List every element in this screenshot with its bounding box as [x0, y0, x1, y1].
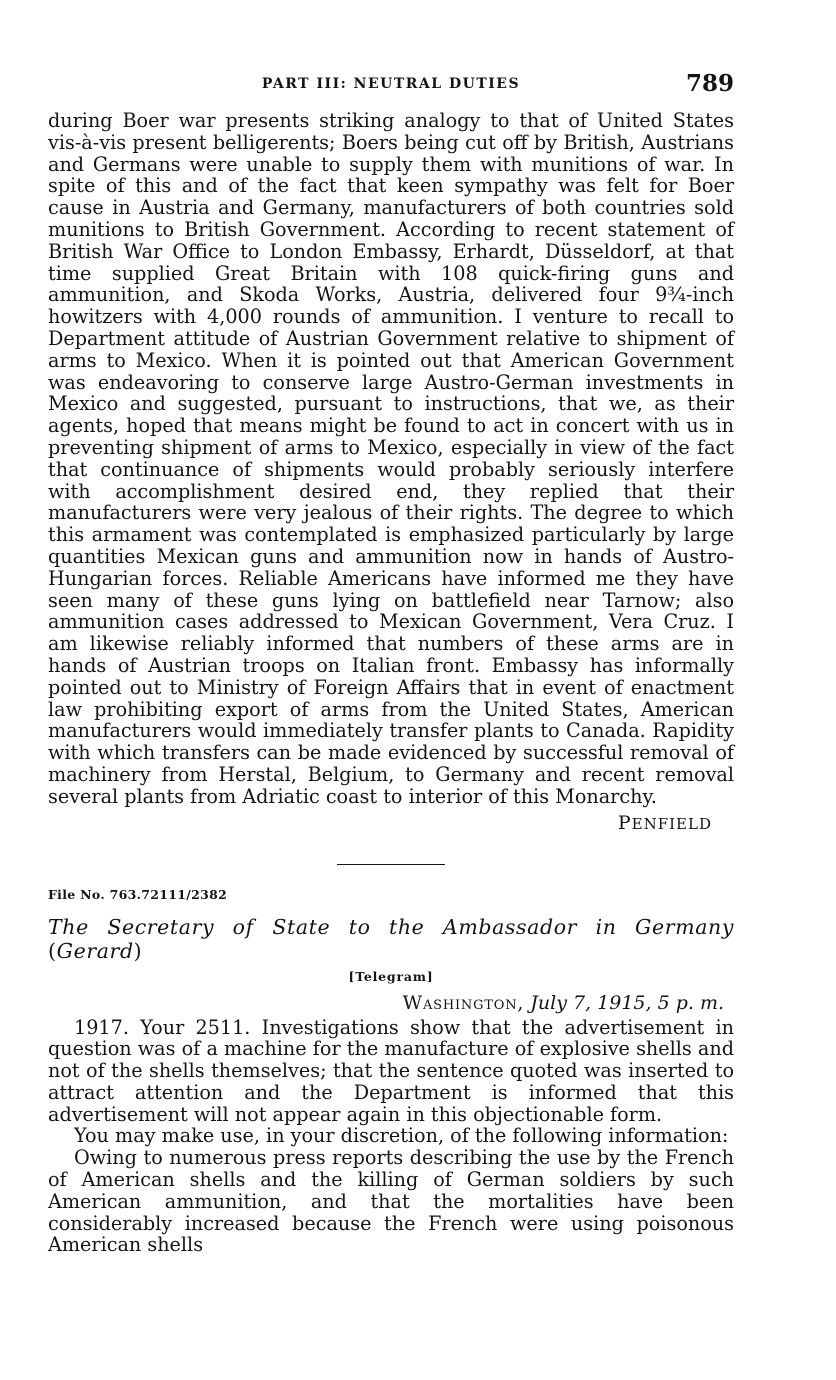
signature-initial: P: [617, 811, 632, 834]
telegram-label: [Telegram]: [348, 968, 434, 984]
telegram-body: [48, 1017, 734, 1257]
paragraph: Owing to numerous press reports describing the use by the French of American shells and the killing of German soldiers by such American ammunition, and that the mortalities have been considerably increased because the French were using poisonous American shells: [48, 1146, 734, 1257]
dateline-place: Washington,: [402, 991, 525, 1014]
title-close-paren: ): [133, 938, 143, 963]
title-open-paren: (: [48, 938, 57, 963]
signature-rest: ENFIELD: [631, 814, 712, 833]
page-number: 789: [685, 70, 734, 97]
dateline: [48, 992, 734, 1014]
paragraph: 1917. Your 2511. Investigations show that the advertisement in question was of a machine for the manufacture of explosive shells and not of the shells themselves; that the sentence quoted was inserted to attract attention and the Department is informed that this advertisement will not appear again in this objectionable form.: [48, 1015, 734, 1126]
signature: [48, 812, 734, 834]
title-name: Gerard: [56, 938, 134, 963]
file-number: File No. 763.72111/2382: [48, 886, 228, 902]
document-title: [48, 915, 734, 963]
continuation-text: [48, 110, 734, 808]
paragraph: You may make use, in your discretion, of the following information:: [74, 1124, 729, 1148]
continuation-paragraph: during Boer war presents striking analogy to that of United States vis-à-vis present belligerents; Boers being cut off by British, Austrians and Germans were unable to supply them with munitions of war. In spite of this and of the fact that keen sympathy was felt for Boer cause in Austria and Germany, manufacturers of both countries sold munitions to British Government. According to recent statement of British War Office to London Embassy, Erhardt, Düsseldorf, at that time supplied Great Britain with 108 quick-firing guns and ammunition, and Skoda Works, Austria, delivered four 9¾-inch howitzers with 4,000 rounds of ammunition. I venture to recall to Department attitude of Austrian Government relative to shipment of arms to Mexico. When it is pointed out that American Government was endeavoring to conserve large Austro-German investments in Mexico and suggested, pursuant to instructions, that we, as their agents, hoped that means might be found to act in concert with us in preventing shipment of arms to Mexico, especially in view of the fact that continuance of shipments would probably seriously interfere with accomplishment desired end, they replied that their manufacturers were very jealous of their rights. The degree to which this armament was contemplated is emphasized particularly by large quantities Mexican guns and ammunition now in hands of Austro-Hungarian forces. Reliable Americans have informed me they have seen many of these guns lying on battlefield near Tarnow; also ammunition cases addressed to Mexican Government, Vera Cruz. I am likewise reliably informed that numbers of these arms are in hands of Austrian troops on Italian front. Embassy has informally pointed out to Ministry of Foreign Affairs that in event of enactment law prohibiting export of arms from the United States, American manufacturers would immediately transfer plants to Canada. Rapidity with which transfers can be made evidenced by successful removal of machinery from Herstal, Belgium, to Germany and recent removal several plants from Adriatic coast to interior of this Monarchy.: [48, 109, 734, 808]
page-header: [48, 70, 734, 110]
document-page: [48, 70, 734, 1256]
running-head: PART III: NEUTRAL DUTIES: [261, 76, 521, 92]
dateline-date: July 7, 1915, 5 p. m.: [530, 991, 724, 1014]
section-divider: [337, 864, 445, 865]
title-main: The Secretary of State to the Ambassador in Germany: [48, 914, 734, 939]
